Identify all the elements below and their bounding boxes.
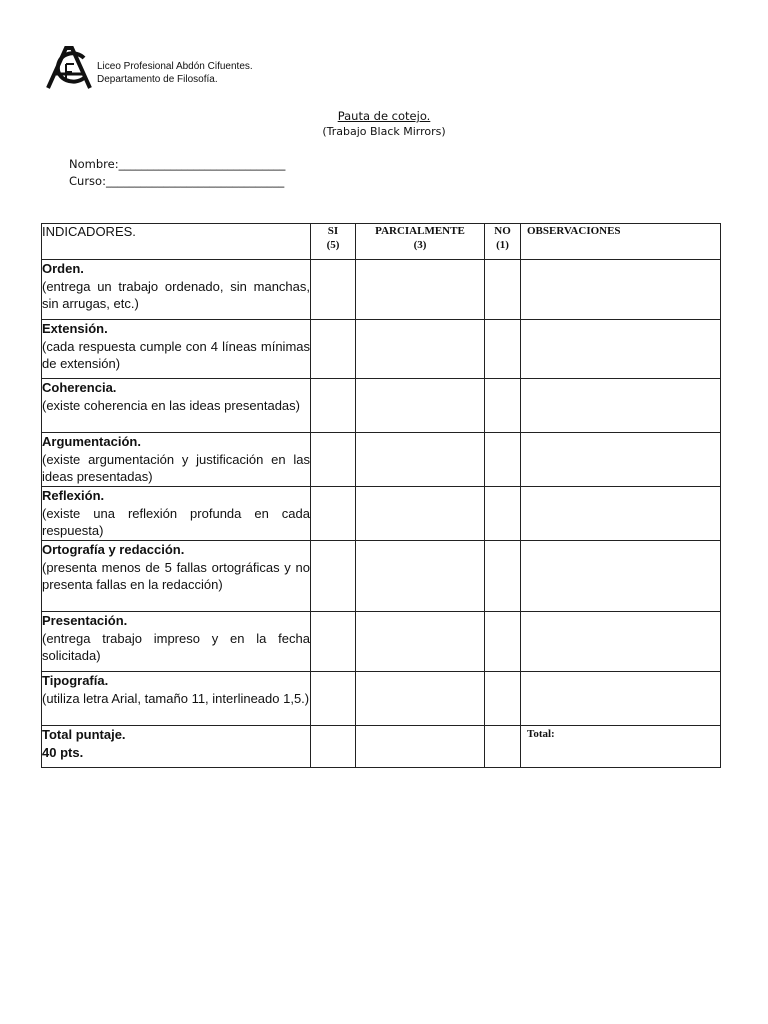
header-no-points: (1) [496, 239, 509, 251]
curso-field[interactable]: Curso:_______________________________ [69, 174, 285, 188]
school-name: Liceo Profesional Abdón Cifuentes. [97, 61, 253, 72]
parcial-cell[interactable] [356, 433, 485, 487]
rubric-table [41, 223, 721, 768]
parcial-cell[interactable] [356, 487, 485, 541]
criterion-desc: (existe argumentación y justificación en las ideas presentadas) [42, 451, 310, 484]
table-row [42, 379, 721, 433]
observaciones-cell[interactable] [521, 260, 721, 320]
total-observaciones-cell[interactable]: Total: [521, 726, 721, 768]
department-name: Departamento de Filosofía. [97, 73, 218, 85]
criterion-desc: (cada respuesta cumple con 4 líneas mínimas de extensión) [42, 338, 310, 371]
si-cell[interactable] [311, 672, 356, 726]
criterion-name: Argumentación. [42, 434, 141, 449]
observaciones-cell[interactable] [521, 541, 721, 612]
no-cell[interactable] [485, 433, 521, 487]
criterion-cell [42, 541, 311, 612]
criterion-cell [42, 612, 311, 672]
criterion-cell [42, 433, 311, 487]
observaciones-cell[interactable] [521, 672, 721, 726]
criterion-name: Coherencia. [42, 380, 117, 395]
observaciones-cell[interactable] [521, 433, 721, 487]
table-row [42, 487, 721, 541]
nombre-field[interactable]: Nombre:_____________________________ [69, 157, 286, 171]
table-row [42, 260, 721, 320]
total-row [42, 726, 721, 768]
header-parcial-label: PARCIALMENTE [375, 225, 465, 237]
table-row [42, 612, 721, 672]
si-cell[interactable] [311, 487, 356, 541]
total-cell [42, 726, 311, 768]
si-cell[interactable] [311, 612, 356, 672]
si-cell[interactable] [311, 726, 356, 768]
parcial-cell[interactable] [356, 672, 485, 726]
criterion-cell [42, 379, 311, 433]
table-row [42, 541, 721, 612]
header-si-points: (5) [326, 239, 340, 251]
si-cell[interactable] [311, 541, 356, 612]
header-parcialmente [356, 224, 485, 260]
school-logo [44, 44, 94, 90]
criterion-desc: (entrega un trabajo ordenado, sin manchas, sin arrugas, etc.) [42, 278, 310, 311]
no-cell[interactable] [485, 379, 521, 433]
criterion-cell [42, 320, 311, 379]
parcial-cell[interactable] [356, 612, 485, 672]
document-title [0, 109, 768, 138]
no-cell[interactable] [485, 541, 521, 612]
parcial-cell[interactable] [356, 260, 485, 320]
header-si [311, 224, 356, 260]
criterion-name: Reflexión. [42, 488, 105, 503]
criterion-desc: (existe coherencia en las ideas presentadas) [42, 397, 300, 413]
table-row [42, 320, 721, 379]
header-no-label: NO [494, 225, 511, 237]
header-si-label: SI [327, 225, 339, 237]
observaciones-cell[interactable] [521, 612, 721, 672]
parcial-cell[interactable] [356, 541, 485, 612]
criterion-cell [42, 672, 311, 726]
si-cell[interactable] [311, 433, 356, 487]
criterion-cell [42, 487, 311, 541]
criterion-desc: (presenta menos de 5 fallas ortográficas y no presenta fallas en la redacción) [42, 559, 310, 592]
criterion-desc: (utiliza letra Arial, tamaño 11, interlineado 1,5.) [42, 690, 310, 706]
header-parcial-points: (3) [413, 239, 427, 251]
no-cell[interactable] [485, 612, 521, 672]
criterion-desc: (entrega trabajo impreso y en la fecha solicitada) [42, 630, 310, 663]
header-row [42, 224, 721, 260]
parcial-cell[interactable] [356, 320, 485, 379]
parcial-cell[interactable] [356, 726, 485, 768]
observaciones-cell[interactable] [521, 487, 721, 541]
si-cell[interactable] [311, 320, 356, 379]
header-no [485, 224, 521, 260]
criterion-name: Orden. [42, 261, 84, 276]
no-cell[interactable] [485, 726, 521, 768]
no-cell[interactable] [485, 260, 521, 320]
parcial-cell[interactable] [356, 379, 485, 433]
title-subtitle: (Trabajo Black Mirrors) [322, 125, 446, 138]
school-header [97, 61, 253, 86]
header-observaciones: OBSERVACIONES [521, 224, 721, 260]
total-label: Total puntaje. [42, 727, 126, 742]
criterion-name: Tipografía. [42, 673, 109, 688]
criterion-name: Presentación. [42, 613, 128, 628]
header-indicadores: INDICADORES. [42, 224, 311, 260]
criterion-name: Extensión. [42, 321, 108, 336]
no-cell[interactable] [485, 672, 521, 726]
table-row [42, 433, 721, 487]
si-cell[interactable] [311, 379, 356, 433]
observaciones-cell[interactable] [521, 320, 721, 379]
criterion-desc: (existe una reflexión profunda en cada respuesta) [42, 505, 310, 538]
table-row [42, 672, 721, 726]
si-cell[interactable] [311, 260, 356, 320]
title-main: Pauta de cotejo. [337, 109, 431, 123]
criterion-name: Ortografía y redacción. [42, 542, 185, 557]
criterion-cell [42, 260, 311, 320]
no-cell[interactable] [485, 487, 521, 541]
no-cell[interactable] [485, 320, 521, 379]
total-points: 40 pts. [42, 744, 84, 760]
observaciones-cell[interactable] [521, 379, 721, 433]
